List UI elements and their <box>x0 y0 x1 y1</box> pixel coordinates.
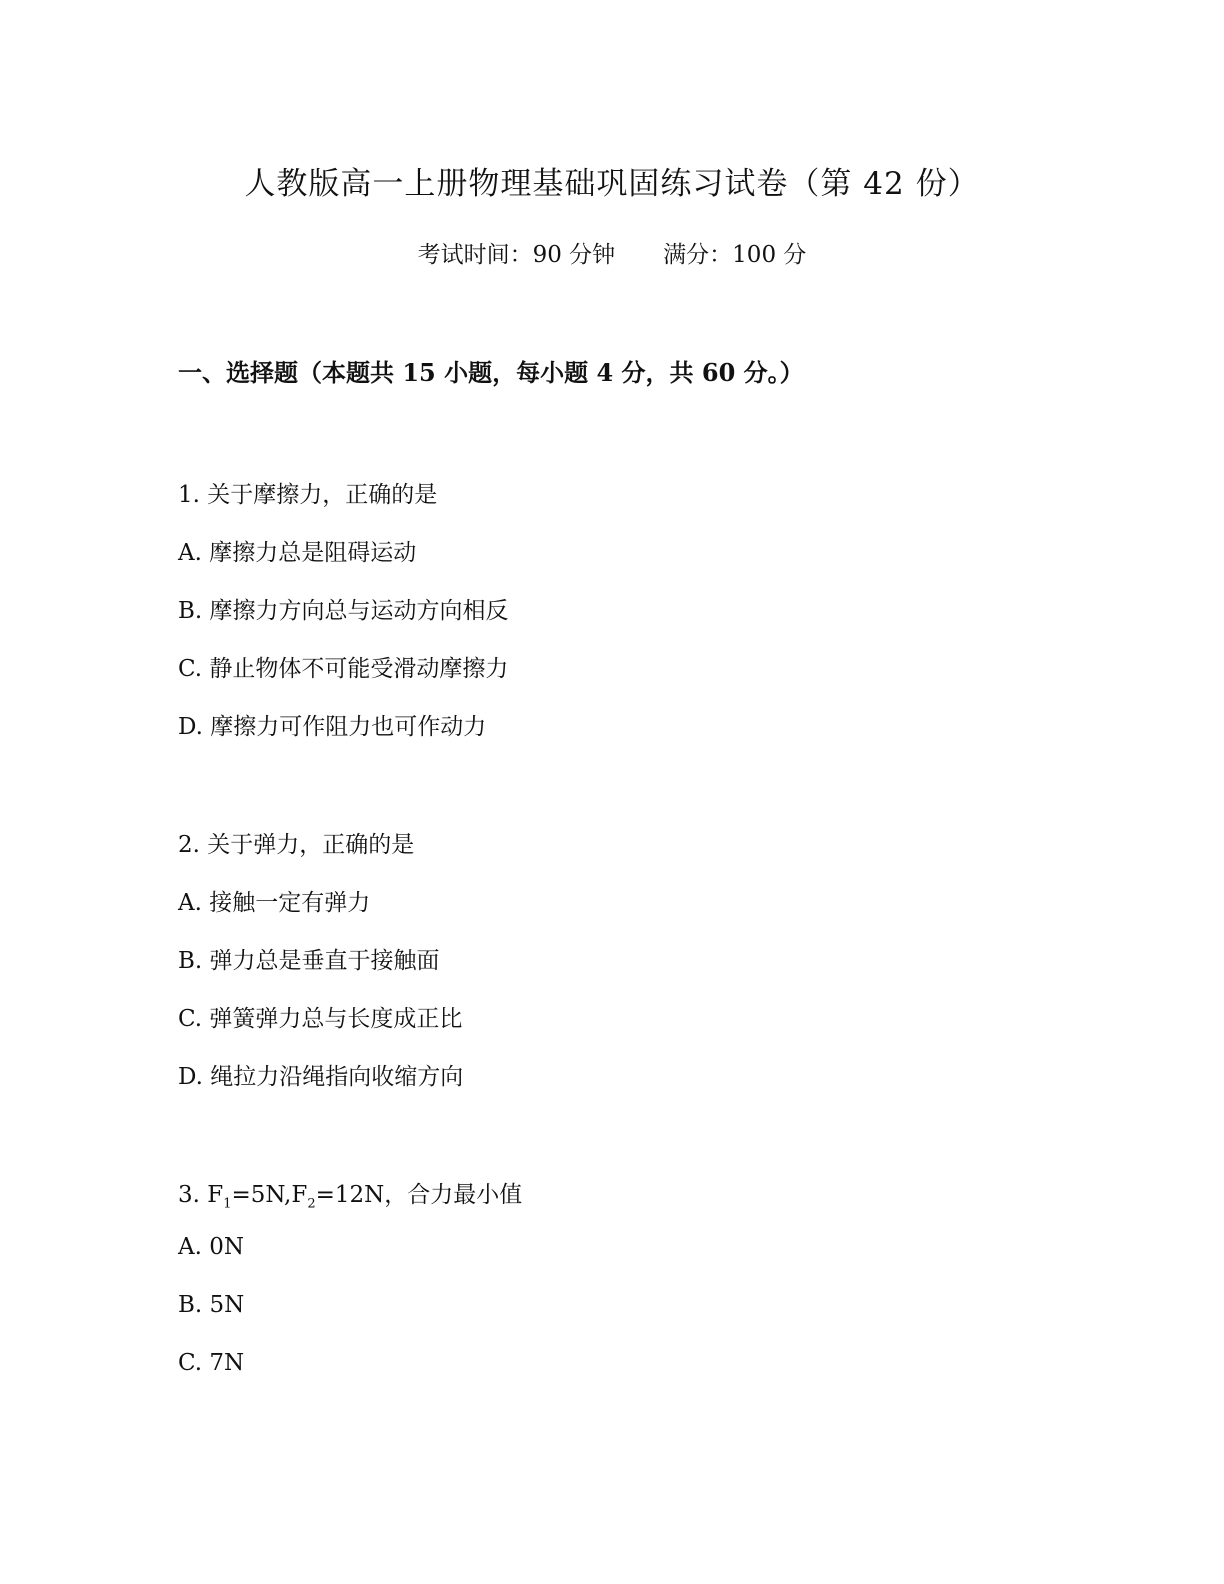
exam-score: 满分：100 分 <box>663 242 807 268</box>
question-3-stem-prefix: 3. F <box>178 1182 224 1208</box>
question-1-option-b: B. 摩擦力方向总与运动方向相反 <box>178 598 509 624</box>
question-1-stem: 1. 关于摩擦力，正确的是 <box>178 482 438 508</box>
exam-meta <box>0 236 1224 269</box>
question-2-stem: 2. 关于弹力，正确的是 <box>178 832 415 858</box>
question-3-stem-suffix: =12N，合力最小值 <box>315 1182 523 1208</box>
question-2-option-a: A. 接触一定有弹力 <box>178 890 371 916</box>
question-3-option-a: A. 0N <box>178 1234 244 1260</box>
question-3-stem <box>178 1176 522 1212</box>
exam-time: 考试时间：90 分钟 <box>417 242 616 268</box>
section-heading: 一、选择题（本题共 15 小题，每小题 4 分，共 60 分。） <box>178 358 804 387</box>
question-3-option-b: B. 5N <box>178 1292 245 1318</box>
question-1-option-a: A. 摩擦力总是阻碍运动 <box>178 540 417 566</box>
question-2-option-b: B. 弹力总是垂直于接触面 <box>178 948 440 974</box>
question-3-stem-mid: =5N,F <box>231 1182 308 1208</box>
exam-title: 人教版高一上册物理基础巩固练习试卷（第 42 份） <box>244 166 980 202</box>
question-2-option-d: D. 绳拉力沿绳指向收缩方向 <box>178 1064 464 1090</box>
question-3-option-c: C. 7N <box>178 1350 245 1376</box>
question-1-option-d: D. 摩擦力可作阻力也可作动力 <box>178 714 487 740</box>
question-1-option-c: C. 静止物体不可能受滑动摩擦力 <box>178 656 509 682</box>
question-2-option-c: C. 弹簧弹力总与长度成正比 <box>178 1006 463 1032</box>
subscript-1: 1 <box>223 1196 232 1212</box>
subscript-2: 2 <box>307 1196 316 1212</box>
